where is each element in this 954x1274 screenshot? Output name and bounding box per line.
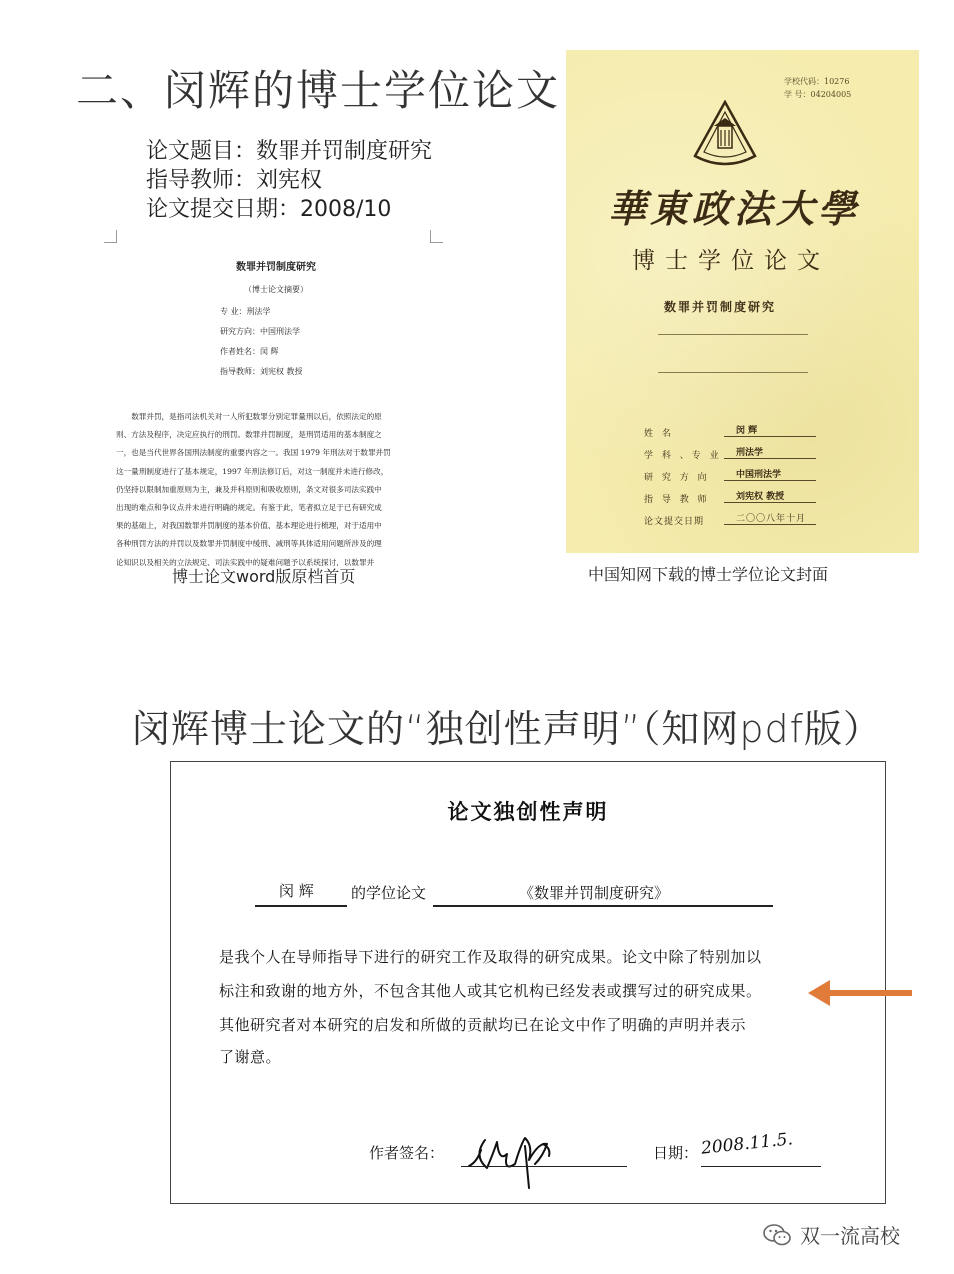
cover-rule <box>658 372 808 373</box>
thesis-advisor: 指导教师：刘宪权 <box>146 168 323 193</box>
wechat-icon <box>762 1222 792 1248</box>
university-name: 華東政法大學 <box>608 186 861 231</box>
cover-label-name: 姓 名 <box>644 429 674 439</box>
declaration-box <box>170 761 886 1204</box>
cover-value-advisor: 刘宪权 教授 <box>736 492 785 502</box>
cover-caption: 中国知网下载的博士学位论文封面 <box>588 565 829 584</box>
cover-label-advisor: 指 导 教 师 <box>644 495 710 505</box>
thesis-cover <box>566 50 919 553</box>
declaration-author: 闵 辉 <box>279 882 314 900</box>
declaration-line: 标注和致谢的地方外，不包含其他人或其它机构已经发表或撰写过的研究成果。 <box>219 982 762 1000</box>
word-page-body <box>116 408 438 566</box>
date-label: 日期： <box>653 1144 699 1162</box>
left-arrow-icon <box>808 978 912 1008</box>
body-line: 出现的难点和争议点并未进行明确的规定。有鉴于此，笔者拟立足于已有研究成 <box>116 503 382 513</box>
cover-thesis-title: 数罪并罚制度研究 <box>664 300 777 314</box>
declaration-line: 了谢意。 <box>219 1048 282 1066</box>
body-line: 则、方法及程序，决定应执行的刑罚。数罪并罚制度，是刑罚适用的基本制度之 <box>116 430 382 440</box>
thesis-topic: 论文题目：数罪并罚制度研究 <box>146 139 433 164</box>
declaration-mid-text: 的学位论文 <box>351 884 427 902</box>
thesis-date: 论文提交日期：2008/10 <box>146 197 392 222</box>
word-page-title: 数罪并罚制度研究 <box>236 262 316 273</box>
word-field-major: 专 业：刑法学 <box>220 307 271 316</box>
cover-underline <box>724 458 816 459</box>
school-code: 学校代码：10276 <box>784 77 850 86</box>
cover-label-major: 学 科 、专 业 <box>644 451 722 461</box>
degree-title: 博士学位论文 <box>632 248 830 274</box>
declaration-thesis-title: 《数罪并罚制度研究》 <box>519 884 670 902</box>
signature-date: 2008.11.5. <box>700 1129 794 1159</box>
body-line: 仍坚持以限制加重原则为主，兼及并科原则和吸收原则，条文对很多司法实践中 <box>116 484 382 494</box>
word-page-caption: 博士论文word版原档首页 <box>172 567 356 586</box>
watermark <box>762 1220 900 1249</box>
cover-underline <box>724 502 816 503</box>
cover-value-major: 刑法学 <box>736 448 764 458</box>
signature-underline <box>461 1166 627 1167</box>
cover-underline <box>724 436 816 437</box>
cover-value-name: 闵 辉 <box>736 426 758 436</box>
watermark-text: 双一流高校 <box>800 1224 900 1248</box>
word-field-direction: 研究方向：中国刑法学 <box>220 327 300 336</box>
university-emblem-icon <box>692 100 758 170</box>
declaration-heading: 论文独创性声明 <box>447 800 609 824</box>
word-first-page <box>108 238 444 566</box>
body-line: 果的基础上，对我国数罪并罚制度的基本价值、基本理论进行梳理，对于适用中 <box>116 521 382 531</box>
cover-value-direction: 中国刑法学 <box>736 470 782 480</box>
declaration-underline <box>433 905 773 907</box>
word-field-author: 作者姓名：闵 辉 <box>220 347 279 356</box>
cover-rule <box>658 334 808 335</box>
body-line: 各种刑罚方法的并罚以及数罪并罚制度中缓刑、减刑等具体适用问题所涉及的理 <box>116 539 382 549</box>
date-underline <box>701 1166 821 1167</box>
body-line: 数罪并罚，是指司法机关对一人所犯数罪分别定罪量刑以后，依照法定的原 <box>131 412 382 421</box>
declaration-underline <box>255 905 347 907</box>
section1-title: 二、闵辉的博士学位论文 <box>76 66 561 115</box>
student-id: 学 号：04204005 <box>784 90 852 99</box>
body-line: 一，也是当代世界各国刑法制度的重要内容之一。我国 1979 年刑法对于数罪并罚 <box>116 448 391 458</box>
declaration-line: 其他研究者对本研究的启发和所做的贡献均已在论文中作了明确的声明并表示 <box>219 1016 747 1034</box>
cover-value-date: 二〇〇八年十月 <box>736 514 807 524</box>
cover-label-date: 论文提交日期 <box>644 517 705 527</box>
cover-label-direction: 研 究 方 向 <box>644 473 710 483</box>
declaration-line: 是我个人在导师指导下进行的研究工作及取得的研究成果。论文中除了特别加以 <box>219 948 762 966</box>
section2-title: 闵辉博士论文的“独创性声明”（知网pdf版） <box>132 707 882 751</box>
cover-underline <box>724 480 816 481</box>
word-page-subtitle: （博士论文摘要） <box>244 285 308 294</box>
word-field-advisor: 指导教师：刘宪权 教授 <box>220 367 303 376</box>
handwritten-signature <box>463 1116 563 1202</box>
body-line: 论知识以及相关的立法规定、司法实践中的疑难问题予以系统探讨，以数罪并 <box>116 557 375 566</box>
cover-underline <box>724 524 816 525</box>
body-line: 这一量刑制度进行了基本规定，1997 年刑法修订后，对这一制度并未进行修改， <box>116 466 389 476</box>
signature-label: 作者签名： <box>369 1144 445 1162</box>
